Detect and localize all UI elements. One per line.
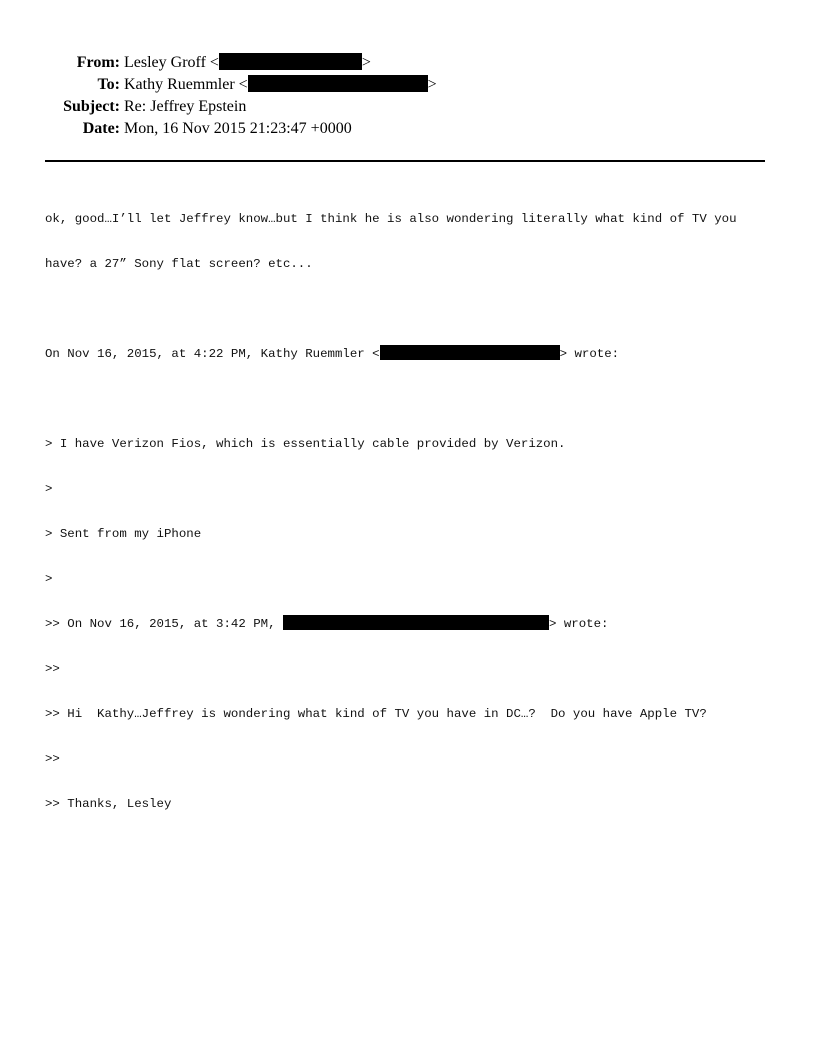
email-body <box>45 182 737 827</box>
from-label: From: <box>76 54 120 71</box>
to-label: To: <box>97 76 120 93</box>
redaction-block <box>219 53 362 70</box>
header-divider <box>45 160 765 162</box>
quote-intro <box>45 347 737 362</box>
date-value: Mon, 16 Nov 2015 21:23:47 +0000 <box>124 120 352 137</box>
nested-quote-text: >> On Nov 16, 2015, at 3:42 PM, <box>45 617 283 631</box>
body-line: ok, good…I’ll let Jeffrey know…but I think he is also wondering literally what kind of TV you <box>45 212 737 226</box>
spacer <box>45 392 737 407</box>
date-label: Date: <box>82 120 120 137</box>
redaction-block <box>248 75 428 92</box>
to-close: > <box>427 76 437 93</box>
body-line: have? a 27” Sony flat screen? etc... <box>45 257 313 271</box>
subject-value: Re: Jeffrey Epstein <box>124 98 247 115</box>
to-value <box>124 74 437 96</box>
quote-intro-text: On Nov 16, 2015, at 4:22 PM, Kathy Ruemmler < <box>45 347 380 361</box>
from-name: Lesley Groff < <box>124 54 219 71</box>
redaction-block <box>380 345 560 360</box>
from-close: > <box>361 54 371 71</box>
quoted-line: >> <box>45 752 60 766</box>
to-name: Kathy Ruemmler < <box>124 76 248 93</box>
quoted-line: > Sent from my iPhone <box>45 527 202 541</box>
redaction-block <box>283 615 549 630</box>
quoted-line: >> <box>45 662 60 676</box>
quoted-line: >> Hi Kathy…Jeffrey is wondering what kind of TV you have in DC…? Do you have Apple TV? <box>45 707 707 721</box>
from-value <box>124 52 371 74</box>
quoted-line: >> Thanks, Lesley <box>45 797 172 811</box>
quoted-line: > <box>45 482 53 496</box>
nested-quote-suffix: > wrote: <box>548 617 609 631</box>
quoted-line: > <box>45 572 53 586</box>
quoted-line: > I have Verizon Fios, which is essentially cable provided by Verizon. <box>45 437 566 451</box>
nested-quote-intro <box>45 617 737 632</box>
subject-label: Subject: <box>63 98 120 115</box>
spacer <box>45 302 737 317</box>
quote-intro-suffix: > wrote: <box>559 347 620 361</box>
